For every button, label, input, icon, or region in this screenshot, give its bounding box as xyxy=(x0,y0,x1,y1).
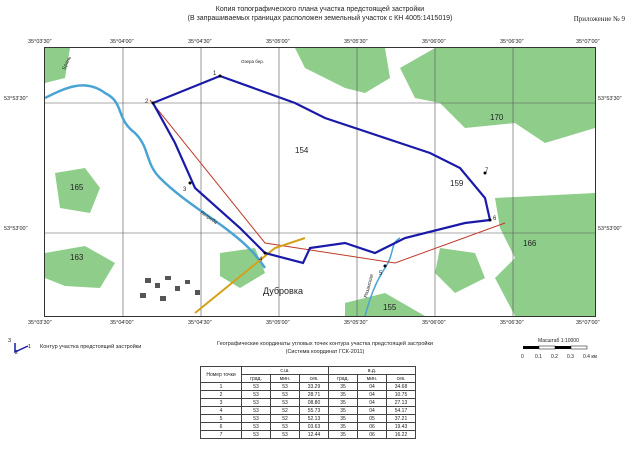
bottom-coord-label: 35°04'00" xyxy=(110,320,134,326)
table-cell: 53 xyxy=(242,383,271,391)
table-row xyxy=(201,399,416,407)
forest-areas xyxy=(45,48,595,316)
site-boundary xyxy=(153,76,490,263)
table-cell: 08.80 xyxy=(300,399,329,407)
forest-area xyxy=(295,48,390,93)
table-cell: 05 xyxy=(358,415,387,423)
table-row xyxy=(201,415,416,423)
table-cell: 10.75 xyxy=(387,391,416,399)
table-cell: 19.43 xyxy=(387,423,416,431)
col-header: в.д. xyxy=(329,367,416,375)
lake-label: Озера бер. xyxy=(241,59,265,64)
topographic-map[interactable] xyxy=(44,47,596,317)
table-cell: 4 xyxy=(201,407,242,415)
legend-arrow-label: 3 xyxy=(8,338,12,344)
corner-point xyxy=(264,252,267,255)
table-cell: 53 xyxy=(271,423,300,431)
village-buildings xyxy=(140,276,200,301)
table-row xyxy=(201,391,416,399)
left-coord-label: 53°53'30" xyxy=(4,96,28,102)
table-cell: 35 xyxy=(329,399,358,407)
map-title: Копия топографического плана участка предстоящей застройки xyxy=(215,6,425,13)
corner-point xyxy=(189,182,192,185)
table-cell: 04 xyxy=(358,407,387,415)
table-cell: 5 xyxy=(201,415,242,423)
coords-table-body xyxy=(201,383,416,439)
river-label: Рязанская xyxy=(363,273,376,299)
map-canvas xyxy=(45,48,595,316)
scale-tick: 0.4 км xyxy=(583,354,597,360)
corner-point xyxy=(152,102,155,105)
table-cell: 53 xyxy=(242,407,271,415)
table-cell: 3 xyxy=(201,399,242,407)
coords-table-title xyxy=(200,340,450,356)
bottom-coord-label: 35°05'30" xyxy=(344,320,368,326)
top-coord-label: 35°06'00" xyxy=(422,39,446,45)
col-subheader: град. xyxy=(329,375,358,383)
coords-table-title-line: (Система координат ГСК-2011) xyxy=(285,349,365,355)
table-cell: 35 xyxy=(329,391,358,399)
bottom-coord-label: 35°04'30" xyxy=(188,320,212,326)
table-cell: 34.68 xyxy=(387,383,416,391)
table-cell: 53 xyxy=(271,399,300,407)
scale-graphic xyxy=(520,344,610,352)
bottom-coord-label: 35°07'00" xyxy=(576,320,600,326)
parcel-label: 165 xyxy=(70,183,84,192)
table-cell: 53 xyxy=(242,423,271,431)
table-cell: 12.44 xyxy=(300,431,329,439)
top-coord-label: 35°03'30" xyxy=(28,39,52,45)
legend-boundary-icon xyxy=(10,338,40,358)
table-row xyxy=(201,383,416,391)
table-cell: 52 xyxy=(271,415,300,423)
col-header: Номер точки xyxy=(201,367,242,383)
right-coord-label: 53°53'00" xyxy=(598,226,622,232)
table-cell: 2 xyxy=(201,391,242,399)
top-coord-label: 35°05'00" xyxy=(266,39,290,45)
point-label: 7 xyxy=(485,168,489,174)
col-subheader: град. xyxy=(242,375,271,383)
table-cell: 16.22 xyxy=(387,431,416,439)
col-header: с.ш. xyxy=(242,367,329,375)
top-coord-label: 35°04'30" xyxy=(188,39,212,45)
col-subheader: сек. xyxy=(387,375,416,383)
table-cell: 06 xyxy=(358,423,387,431)
appendix-label: Приложение № 9 xyxy=(573,15,625,23)
legend-arrow-label: 2 xyxy=(15,350,19,356)
point-label: 6 xyxy=(493,216,497,222)
table-cell: 33.29 xyxy=(300,383,329,391)
table-cell: 55.73 xyxy=(300,407,329,415)
table-cell: 35 xyxy=(329,423,358,431)
forest-area xyxy=(495,193,595,316)
point-label: 3 xyxy=(183,187,187,193)
top-coord-label: 35°05'30" xyxy=(344,39,368,45)
parcel-label: 155 xyxy=(383,303,397,312)
top-coord-label: 35°07'00" xyxy=(576,39,600,45)
table-row xyxy=(201,431,416,439)
table-cell: 1 xyxy=(201,383,242,391)
table-cell: 04 xyxy=(358,399,387,407)
left-coord-label: 53°53'00" xyxy=(4,226,28,232)
table-cell: 53 xyxy=(271,431,300,439)
bottom-coord-label: 35°06'00" xyxy=(422,320,446,326)
scale-tick: 0.1 xyxy=(535,354,542,360)
bottom-coord-label: 35°06'30" xyxy=(500,320,524,326)
bottom-coord-label: 35°03'30" xyxy=(28,320,52,326)
top-coord-label: 35°04'00" xyxy=(110,39,134,45)
coords-table xyxy=(200,366,416,439)
point-label: 5 xyxy=(379,271,383,277)
bottom-coord-label: 35°05'00" xyxy=(266,320,290,326)
table-cell: 54.17 xyxy=(387,407,416,415)
map-subtitle: (В запрашиваемых границах расположен земельный участок с КН 4005:1415019) xyxy=(187,15,453,22)
river-label: Ястреба xyxy=(198,209,219,226)
scale-tick: 0 xyxy=(521,354,524,360)
table-cell: 37.21 xyxy=(387,415,416,423)
scale-tick: 0.3 xyxy=(567,354,574,360)
forest-area xyxy=(220,248,265,288)
table-cell: 52 xyxy=(271,407,300,415)
table-cell: 53 xyxy=(242,415,271,423)
table-cell: 53 xyxy=(242,399,271,407)
point-label: 4 xyxy=(259,257,263,263)
corner-point xyxy=(489,219,492,222)
table-cell: 53 xyxy=(242,391,271,399)
scale-bar xyxy=(520,338,610,361)
corner-point xyxy=(384,265,387,268)
scale-tick: 0.2 xyxy=(551,354,558,360)
river-label: Брань xyxy=(61,55,73,71)
table-cell: 03.63 xyxy=(300,423,329,431)
table-cell: 53 xyxy=(242,431,271,439)
right-coord-label: 53°53'30" xyxy=(598,96,622,102)
parcel-label: 154 xyxy=(295,146,309,155)
scale-label: Масштаб 1:10000 xyxy=(538,338,579,344)
parcel-label: 159 xyxy=(450,179,464,188)
col-subheader: мин. xyxy=(271,375,300,383)
forest-area xyxy=(400,48,595,143)
table-cell: 52.13 xyxy=(300,415,329,423)
table-cell: 28.71 xyxy=(300,391,329,399)
table-cell: 04 xyxy=(358,383,387,391)
table-cell: 35 xyxy=(329,407,358,415)
top-coord-label: 35°06'30" xyxy=(500,39,524,45)
legend-text: Контур участка предстоящей застройки xyxy=(40,344,142,350)
col-subheader: сек. xyxy=(300,375,329,383)
point-label: 2 xyxy=(145,99,149,105)
table-cell: 06 xyxy=(358,431,387,439)
table-row xyxy=(201,423,416,431)
parcel-label: 170 xyxy=(490,113,504,122)
table-cell: 7 xyxy=(201,431,242,439)
legend-arrow-label: 1 xyxy=(28,344,32,350)
parcel-label: 166 xyxy=(523,239,537,248)
scale-ticks xyxy=(520,354,610,361)
point-label: 1 xyxy=(213,71,217,77)
forest-area xyxy=(435,248,485,293)
corner-point xyxy=(219,75,222,78)
table-cell: 04 xyxy=(358,391,387,399)
parcel-label: 163 xyxy=(70,253,84,262)
table-cell: 53 xyxy=(271,383,300,391)
table-cell: 35 xyxy=(329,431,358,439)
table-cell: 53 xyxy=(271,391,300,399)
table-cell: 6 xyxy=(201,423,242,431)
table-cell: 27.13 xyxy=(387,399,416,407)
table-cell: 35 xyxy=(329,383,358,391)
table-cell: 35 xyxy=(329,415,358,423)
col-subheader: мин. xyxy=(358,375,387,383)
table-row xyxy=(201,407,416,415)
coords-table-title-line: Географические координаты угловых точек контура участка предстоящей застройки xyxy=(217,341,433,347)
village-label: Дубровка xyxy=(263,286,303,296)
